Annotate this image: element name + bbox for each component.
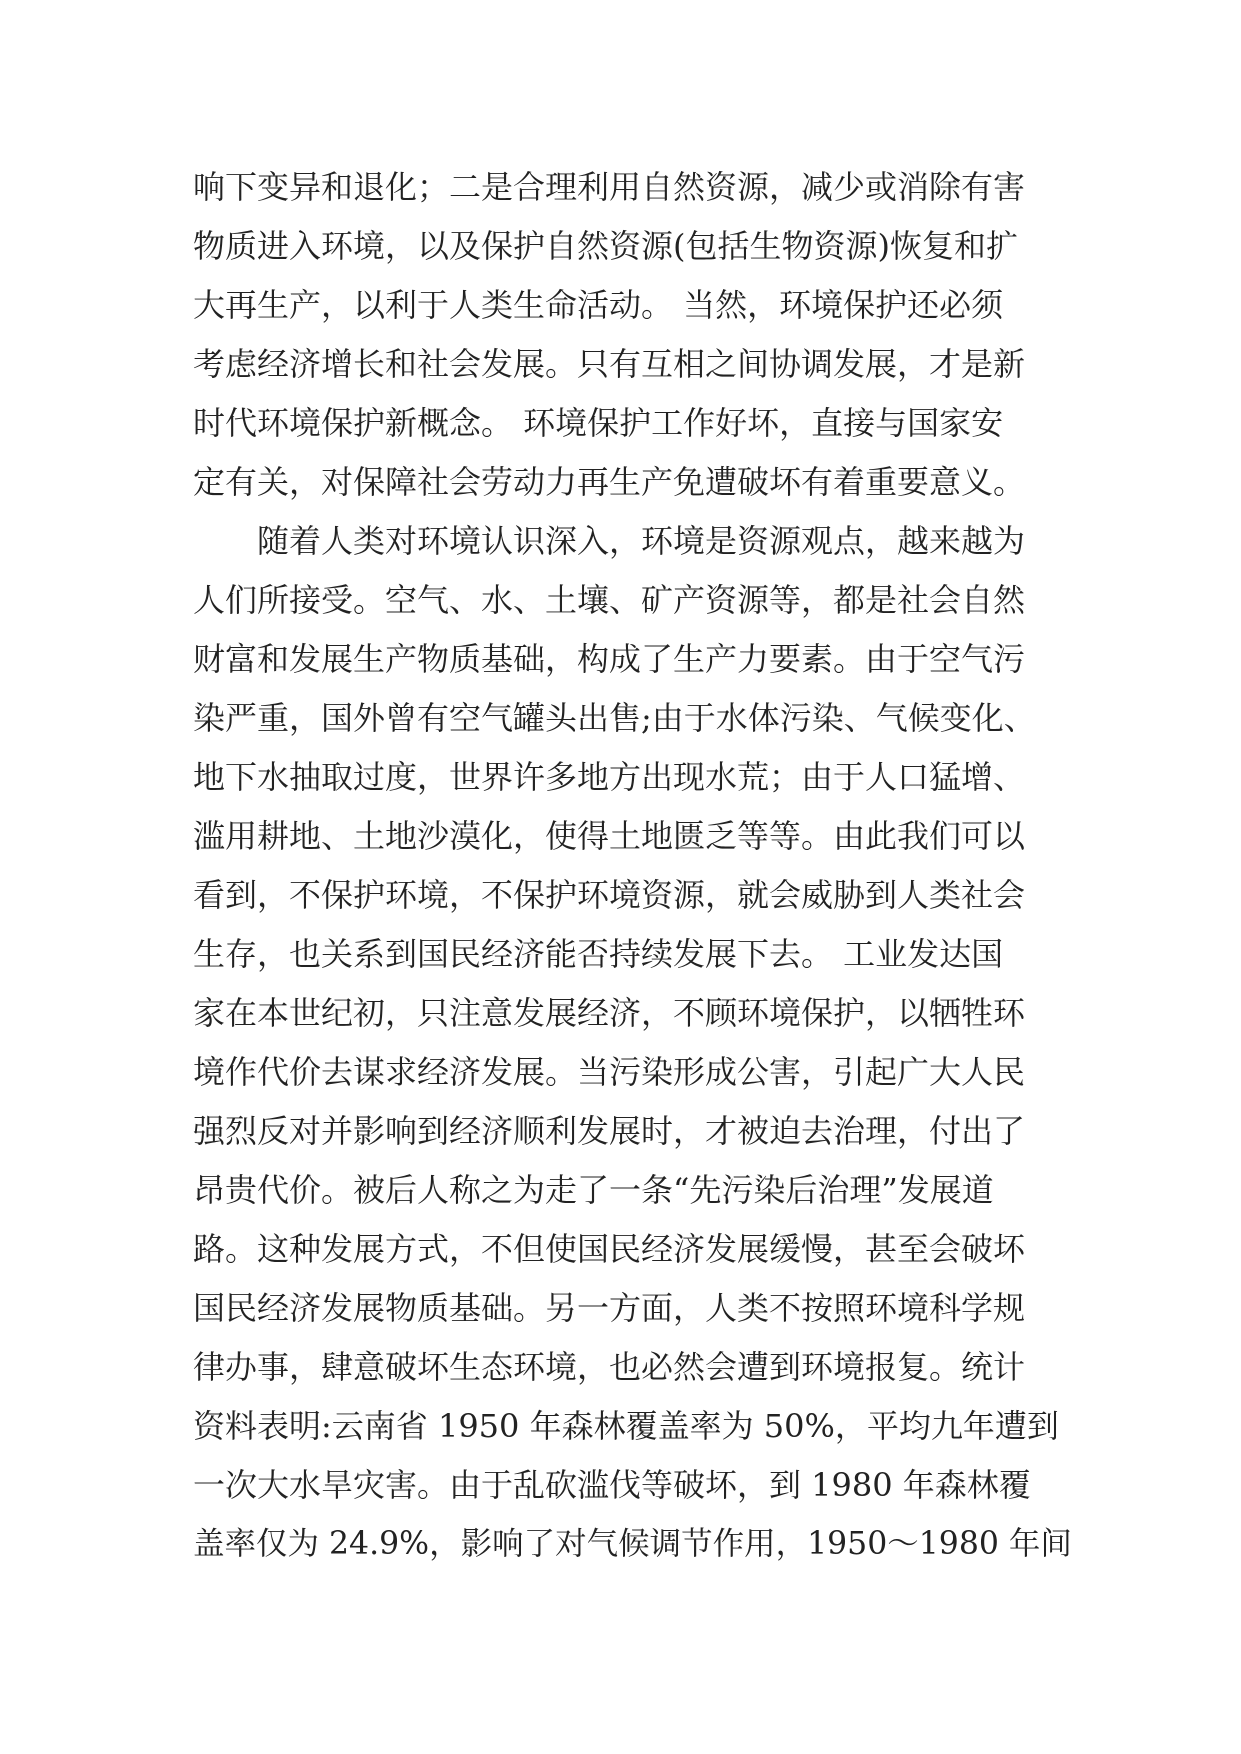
text-line: 生存，也关系到国民经济能否持续发展下去。 工业发达国: [193, 935, 1004, 973]
text-line: 考虑经济增长和社会发展。只有互相之间协调发展，才是新: [193, 345, 1026, 383]
text-line: 物质进入环境，以及保护自然资源(包括生物资源)恢复和扩: [193, 227, 1018, 265]
text-line: 家在本世纪初，只注意发展经济，不顾环境保护，以牺牲环: [193, 994, 1026, 1032]
text-line: 律办事，肆意破坏生态环境，也必然会遭到环境报复。统计: [193, 1348, 1026, 1386]
text-line: 路。这种发展方式，不但使国民经济发展缓慢，甚至会破坏: [193, 1230, 1026, 1268]
text-line: 看到，不保护环境，不保护环境资源，就会威胁到人类社会: [193, 876, 1026, 914]
text-line: 境作代价去谋求经济发展。当污染形成公害，引起广大人民: [193, 1053, 1026, 1091]
text-line: 人们所接受。空气、水、土壤、矿产资源等，都是社会自然: [193, 581, 1026, 619]
text-line: 地下水抽取过度，世界许多地方出现水荒；由于人口猛增、: [193, 758, 1026, 796]
text-line: 滥用耕地、土地沙漠化，使得土地匮乏等等。由此我们可以: [193, 817, 1026, 855]
text-line: 定有关，对保障社会劳动力再生产免遭破坏有着重要意义。: [193, 463, 1026, 501]
text-line: 响下变异和退化；二是合理利用自然资源，减少或消除有害: [193, 168, 1026, 206]
text-line: 财富和发展生产物质基础，构成了生产力要素。由于空气污: [193, 640, 1026, 678]
text-line: 染严重，国外曾有空气罐头出售;由于水体污染、气候变化、: [193, 699, 1036, 737]
text-line: 强烈反对并影响到经济顺利发展时，才被迫去治理，付出了: [193, 1112, 1026, 1150]
body-text: [193, 158, 1073, 1574]
paragraph-first-line: 随着人类对环境认识深入，环境是资源观点，越来越为: [257, 522, 1026, 560]
text-line: 国民经济发展物质基础。另一方面，人类不按照环境科学规: [193, 1289, 1026, 1327]
text-line: 盖率仅为 24.9%，影响了对气候调节作用，1950～1980 年间: [193, 1526, 1072, 1562]
text-line: 资料表明:云南省 1950 年森林覆盖率为 50%，平均九年遭到: [193, 1407, 1059, 1445]
text-line: 时代环境保护新概念。 环境保护工作好坏，直接与国家安: [193, 404, 1004, 442]
text-line: 一次大水旱灾害。由于乱砍滥伐等破坏，到 1980 年森林覆: [193, 1466, 1031, 1504]
text-line: 昂贵代价。被后人称之为走了一条“先污染后治理”发展道: [193, 1171, 994, 1209]
text-line: 大再生产，以利于人类生命活动。 当然，环境保护还必须: [193, 286, 1004, 324]
